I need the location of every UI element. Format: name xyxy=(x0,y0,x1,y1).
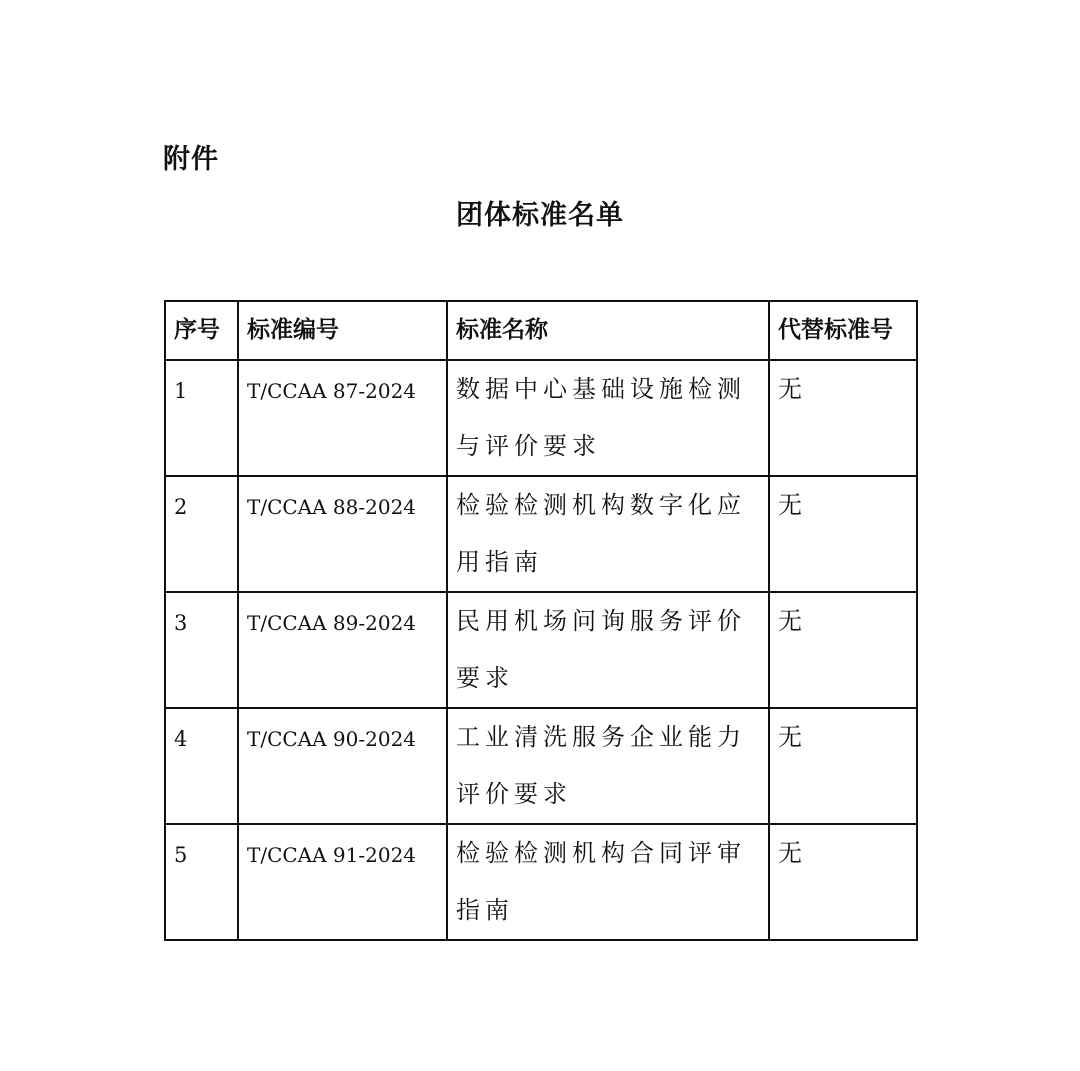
table-row xyxy=(165,708,917,824)
header-replaces: 代替标准号 xyxy=(769,301,917,360)
row-index: 2 xyxy=(165,476,238,592)
attachment-label: 附件 xyxy=(163,144,219,175)
header-name: 标准名称 xyxy=(447,301,769,360)
table-row xyxy=(165,360,917,476)
row-code: T/CCAA 88-2024 xyxy=(238,476,447,592)
row-replaces: 无 xyxy=(769,360,917,476)
row-name: 数据中心基础设施检测与评价要求 xyxy=(447,360,769,476)
page-title: 团体标准名单 xyxy=(456,200,624,231)
row-replaces: 无 xyxy=(769,708,917,824)
row-code: T/CCAA 89-2024 xyxy=(238,592,447,708)
row-code: T/CCAA 87-2024 xyxy=(238,360,447,476)
standards-table xyxy=(164,300,918,941)
row-name: 检验检测机构数字化应用指南 xyxy=(447,476,769,592)
row-code: T/CCAA 91-2024 xyxy=(238,824,447,940)
row-code: T/CCAA 90-2024 xyxy=(238,708,447,824)
row-index: 3 xyxy=(165,592,238,708)
table-row xyxy=(165,592,917,708)
row-index: 5 xyxy=(165,824,238,940)
row-replaces: 无 xyxy=(769,476,917,592)
row-replaces: 无 xyxy=(769,824,917,940)
row-index: 1 xyxy=(165,360,238,476)
header-code: 标准编号 xyxy=(238,301,447,360)
row-name: 检验检测机构合同评审指南 xyxy=(447,824,769,940)
table-header-row xyxy=(165,301,917,360)
table-row xyxy=(165,824,917,940)
header-index: 序号 xyxy=(165,301,238,360)
table-row xyxy=(165,476,917,592)
row-name: 民用机场问询服务评价要求 xyxy=(447,592,769,708)
row-name: 工业清洗服务企业能力评价要求 xyxy=(447,708,769,824)
row-replaces: 无 xyxy=(769,592,917,708)
row-index: 4 xyxy=(165,708,238,824)
